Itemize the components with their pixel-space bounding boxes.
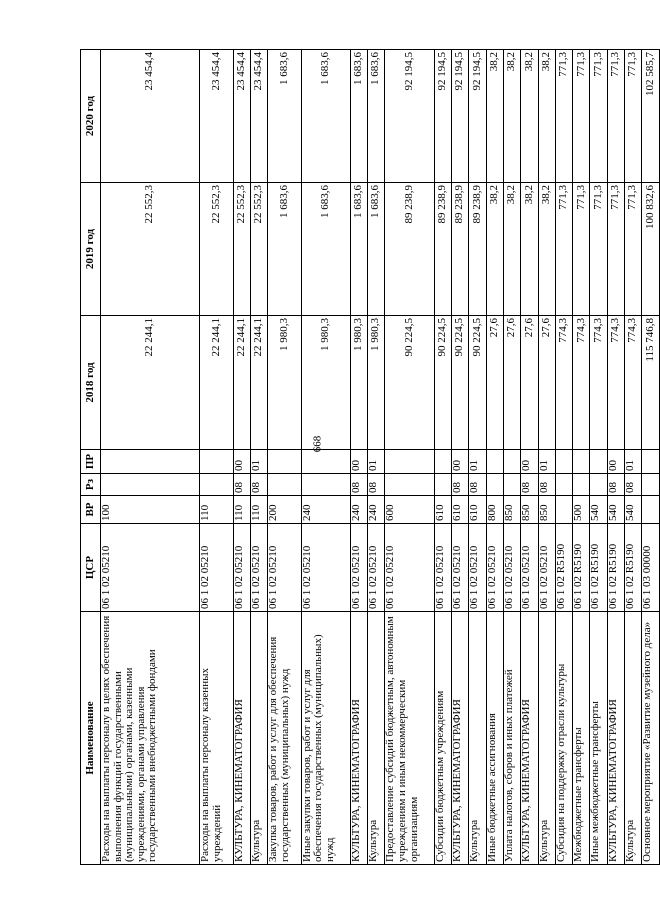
cell-csr: 06 1 02 05210 <box>451 524 468 612</box>
table-row <box>233 50 250 865</box>
cell-y2019: 1 683,6 <box>268 183 301 316</box>
cell-csr: 06 1 02 05210 <box>385 524 434 612</box>
header-name: Наименование <box>81 612 101 865</box>
cell-rz <box>301 474 350 496</box>
cell-y2020: 771,3 <box>555 50 572 183</box>
cell-pr <box>642 450 660 474</box>
cell-name: Закупка товаров, работ и услуг для обеспечения государственных (муниципальных) нужд <box>268 612 301 865</box>
cell-y2020: 102 585,7 <box>642 50 660 183</box>
cell-rz <box>573 474 590 496</box>
cell-name: Иные межбюджетные трансферты <box>590 612 607 865</box>
cell-y2020: 1 683,6 <box>301 50 350 183</box>
cell-y2018: 27,6 <box>503 316 520 450</box>
cell-vr: 540 <box>607 496 624 524</box>
table-row <box>101 50 200 865</box>
cell-y2018: 90 224,5 <box>434 316 451 450</box>
cell-y2019: 89 238,9 <box>451 183 468 316</box>
table-row <box>555 50 572 865</box>
cell-name: Культура <box>251 612 268 865</box>
cell-rz: 08 <box>233 474 250 496</box>
table-row <box>434 50 451 865</box>
cell-y2019: 38,2 <box>486 183 503 316</box>
cell-csr: 06 1 02 05210 <box>486 524 503 612</box>
cell-name: Предоставление субсидий бюджетным, автономным учреждениям и иным некоммерческим организациям <box>385 612 434 865</box>
cell-csr: 06 1 02 05210 <box>251 524 268 612</box>
table-row <box>503 50 520 865</box>
cell-y2018: 27,6 <box>486 316 503 450</box>
cell-y2020: 38,2 <box>521 50 538 183</box>
cell-rz: 08 <box>368 474 385 496</box>
cell-csr: 06 1 02 05210 <box>503 524 520 612</box>
cell-name: Культура <box>538 612 555 865</box>
cell-y2019: 22 552,3 <box>251 183 268 316</box>
table-row <box>486 50 503 865</box>
cell-y2018: 774,3 <box>625 316 642 450</box>
cell-rz: 08 <box>607 474 624 496</box>
cell-y2018: 1 980,3 <box>268 316 301 450</box>
cell-y2019: 771,3 <box>590 183 607 316</box>
cell-y2018: 22 244,1 <box>101 316 200 450</box>
cell-y2019: 771,3 <box>555 183 572 316</box>
table-row <box>368 50 385 865</box>
cell-y2020: 771,3 <box>625 50 642 183</box>
cell-csr: 06 1 02 R5190 <box>607 524 624 612</box>
table-row <box>607 50 624 865</box>
cell-y2020: 1 683,6 <box>368 50 385 183</box>
cell-pr <box>555 450 572 474</box>
cell-y2020: 38,2 <box>503 50 520 183</box>
table-row <box>385 50 434 865</box>
cell-name: КУЛЬТУРА, КИНЕМАТОГРАФИЯ <box>521 612 538 865</box>
cell-name: КУЛЬТУРА, КИНЕМАТОГРАФИЯ <box>451 612 468 865</box>
cell-csr: 06 1 02 05210 <box>350 524 367 612</box>
cell-vr: 540 <box>625 496 642 524</box>
table-row <box>642 50 660 865</box>
cell-vr: 110 <box>233 496 250 524</box>
cell-y2020: 771,3 <box>607 50 624 183</box>
cell-pr: 01 <box>625 450 642 474</box>
cell-name: Иные закупки товаров, работ и услуг для обеспечения государственных (муниципальных) нужд <box>301 612 350 865</box>
cell-vr: 600 <box>385 496 434 524</box>
cell-rz <box>101 474 200 496</box>
cell-vr: 110 <box>200 496 233 524</box>
cell-name: Основное мероприятие «Развитие музейного дела» <box>642 612 660 865</box>
cell-csr: 06 1 02 05210 <box>101 524 200 612</box>
cell-rz <box>642 474 660 496</box>
cell-y2019: 22 552,3 <box>101 183 200 316</box>
cell-name: КУЛЬТУРА, КИНЕМАТОГРАФИЯ <box>607 612 624 865</box>
cell-rz <box>486 474 503 496</box>
cell-name: Субсидия на поддержку отрасли культуры <box>555 612 572 865</box>
cell-name: Иные бюджетные ассигнования <box>486 612 503 865</box>
cell-vr: 500 <box>573 496 590 524</box>
cell-y2018: 90 224,5 <box>385 316 434 450</box>
cell-rz: 08 <box>350 474 367 496</box>
cell-csr: 06 1 03 00000 <box>642 524 660 612</box>
cell-csr: 06 1 02 R5190 <box>573 524 590 612</box>
cell-name: Межбюджетные трансферты <box>573 612 590 865</box>
cell-y2018: 90 224,5 <box>451 316 468 450</box>
cell-rz <box>268 474 301 496</box>
cell-rz <box>434 474 451 496</box>
cell-rz: 08 <box>521 474 538 496</box>
table-body <box>101 50 660 865</box>
cell-y2018: 27,6 <box>521 316 538 450</box>
cell-y2018: 774,3 <box>607 316 624 450</box>
cell-y2020: 92 194,5 <box>385 50 434 183</box>
cell-y2019: 1 683,6 <box>368 183 385 316</box>
cell-name: Культура <box>469 612 486 865</box>
cell-y2018: 1 980,3 <box>368 316 385 450</box>
cell-y2019: 89 238,9 <box>434 183 451 316</box>
cell-csr: 06 1 02 05210 <box>268 524 301 612</box>
cell-pr <box>200 450 233 474</box>
budget-table <box>80 49 660 865</box>
cell-csr: 06 1 02 05210 <box>434 524 451 612</box>
cell-vr: 100 <box>101 496 200 524</box>
cell-y2020: 1 683,6 <box>268 50 301 183</box>
cell-vr: 850 <box>538 496 555 524</box>
cell-pr: 00 <box>451 450 468 474</box>
header-pr: ПР <box>81 450 101 474</box>
table-row <box>469 50 486 865</box>
cell-vr: 240 <box>368 496 385 524</box>
cell-y2018: 1 980,3 <box>350 316 367 450</box>
cell-vr: 540 <box>590 496 607 524</box>
cell-pr: 01 <box>469 450 486 474</box>
cell-vr: 610 <box>469 496 486 524</box>
cell-y2018: 22 244,1 <box>251 316 268 450</box>
cell-y2018: 22 244,1 <box>233 316 250 450</box>
cell-csr: 06 1 02 05210 <box>368 524 385 612</box>
cell-name: Субсидии бюджетным учреждениям <box>434 612 451 865</box>
rotated-page-content <box>80 50 660 865</box>
cell-y2018: 27,6 <box>538 316 555 450</box>
cell-rz <box>555 474 572 496</box>
page-number: 668 <box>311 435 324 453</box>
cell-y2019: 771,3 <box>625 183 642 316</box>
cell-y2019: 771,3 <box>607 183 624 316</box>
table-row <box>521 50 538 865</box>
table-row <box>573 50 590 865</box>
cell-name: Культура <box>368 612 385 865</box>
table-row <box>451 50 468 865</box>
table-row <box>538 50 555 865</box>
cell-y2020: 771,3 <box>573 50 590 183</box>
cell-rz: 08 <box>625 474 642 496</box>
table-row <box>251 50 268 865</box>
cell-vr: 850 <box>521 496 538 524</box>
cell-vr: 610 <box>451 496 468 524</box>
cell-pr <box>486 450 503 474</box>
cell-pr <box>573 450 590 474</box>
cell-csr: 06 1 02 05210 <box>521 524 538 612</box>
cell-pr: 01 <box>368 450 385 474</box>
table-row <box>625 50 642 865</box>
cell-y2018: 774,3 <box>590 316 607 450</box>
cell-y2018: 90 224,5 <box>469 316 486 450</box>
cell-y2020: 23 454,4 <box>251 50 268 183</box>
cell-csr: 06 1 02 R5190 <box>555 524 572 612</box>
cell-pr: 00 <box>233 450 250 474</box>
cell-csr: 06 1 02 R5190 <box>625 524 642 612</box>
cell-name: Уплата налогов, сборов и иных платежей <box>503 612 520 865</box>
cell-name: Расходы на выплаты персоналу казенных учреждений <box>200 612 233 865</box>
cell-y2018: 22 244,1 <box>200 316 233 450</box>
cell-y2020: 23 454,4 <box>200 50 233 183</box>
cell-y2020: 38,2 <box>538 50 555 183</box>
cell-csr: 06 1 02 05210 <box>233 524 250 612</box>
cell-y2019: 38,2 <box>503 183 520 316</box>
cell-pr: 00 <box>607 450 624 474</box>
cell-csr: 06 1 02 R5190 <box>590 524 607 612</box>
cell-y2020: 92 194,5 <box>469 50 486 183</box>
cell-rz <box>590 474 607 496</box>
table-row <box>268 50 301 865</box>
cell-csr: 06 1 02 05210 <box>301 524 350 612</box>
cell-pr <box>101 450 200 474</box>
header-csr: ЦСР <box>81 524 101 612</box>
cell-rz: 08 <box>469 474 486 496</box>
cell-vr: 110 <box>251 496 268 524</box>
cell-vr: 240 <box>350 496 367 524</box>
table-row <box>350 50 367 865</box>
cell-y2019: 22 552,3 <box>233 183 250 316</box>
cell-rz: 08 <box>251 474 268 496</box>
header-2018: 2018 год <box>81 316 101 450</box>
cell-pr <box>385 450 434 474</box>
cell-vr: 200 <box>268 496 301 524</box>
cell-name: КУЛЬТУРА, КИНЕМАТОГРАФИЯ <box>350 612 367 865</box>
header-vr: ВР <box>81 496 101 524</box>
cell-pr <box>434 450 451 474</box>
cell-vr: 800 <box>486 496 503 524</box>
cell-vr: 850 <box>503 496 520 524</box>
cell-y2019: 38,2 <box>521 183 538 316</box>
cell-rz: 08 <box>451 474 468 496</box>
cell-y2019: 89 238,9 <box>385 183 434 316</box>
header-2020: 2020 год <box>81 50 101 183</box>
cell-y2019: 89 238,9 <box>469 183 486 316</box>
cell-vr <box>642 496 660 524</box>
cell-y2020: 38,2 <box>486 50 503 183</box>
cell-vr <box>555 496 572 524</box>
cell-csr: 06 1 02 05210 <box>200 524 233 612</box>
cell-y2019: 38,2 <box>538 183 555 316</box>
cell-y2020: 771,3 <box>590 50 607 183</box>
cell-pr <box>268 450 301 474</box>
cell-y2018: 1 980,3 <box>301 316 350 450</box>
cell-pr: 00 <box>350 450 367 474</box>
cell-y2018: 774,3 <box>573 316 590 450</box>
cell-y2020: 1 683,6 <box>350 50 367 183</box>
cell-rz: 08 <box>538 474 555 496</box>
cell-pr <box>590 450 607 474</box>
cell-rz <box>385 474 434 496</box>
cell-y2019: 1 683,6 <box>301 183 350 316</box>
header-2019: 2019 год <box>81 183 101 316</box>
table-row <box>590 50 607 865</box>
header-rz: Рз <box>81 474 101 496</box>
cell-rz <box>200 474 233 496</box>
cell-y2019: 771,3 <box>573 183 590 316</box>
cell-name: КУЛЬТУРА, КИНЕМАТОГРАФИЯ <box>233 612 250 865</box>
cell-y2020: 92 194,5 <box>434 50 451 183</box>
cell-y2018: 115 746,8 <box>642 316 660 450</box>
cell-y2020: 92 194,5 <box>451 50 468 183</box>
cell-y2019: 1 683,6 <box>350 183 367 316</box>
cell-y2020: 23 454,4 <box>233 50 250 183</box>
cell-y2020: 23 454,4 <box>101 50 200 183</box>
table-row <box>301 50 350 865</box>
cell-rz <box>503 474 520 496</box>
table-header-row <box>81 50 101 865</box>
table-row <box>200 50 233 865</box>
cell-pr: 01 <box>251 450 268 474</box>
cell-vr: 240 <box>301 496 350 524</box>
cell-y2018: 774,3 <box>555 316 572 450</box>
cell-pr: 01 <box>538 450 555 474</box>
cell-vr: 610 <box>434 496 451 524</box>
cell-csr: 06 1 02 05210 <box>538 524 555 612</box>
cell-name: Культура <box>625 612 642 865</box>
cell-y2019: 100 832,6 <box>642 183 660 316</box>
cell-pr <box>301 450 350 474</box>
cell-name: Расходы на выплаты персоналу в целях обеспечения выполнения функций государственными (муниципальными) органами, казенными учреждениями, органами управления государственными внебюджетными фондами <box>101 612 200 865</box>
cell-pr <box>503 450 520 474</box>
cell-pr: 00 <box>521 450 538 474</box>
cell-y2019: 22 552,3 <box>200 183 233 316</box>
cell-csr: 06 1 02 05210 <box>469 524 486 612</box>
